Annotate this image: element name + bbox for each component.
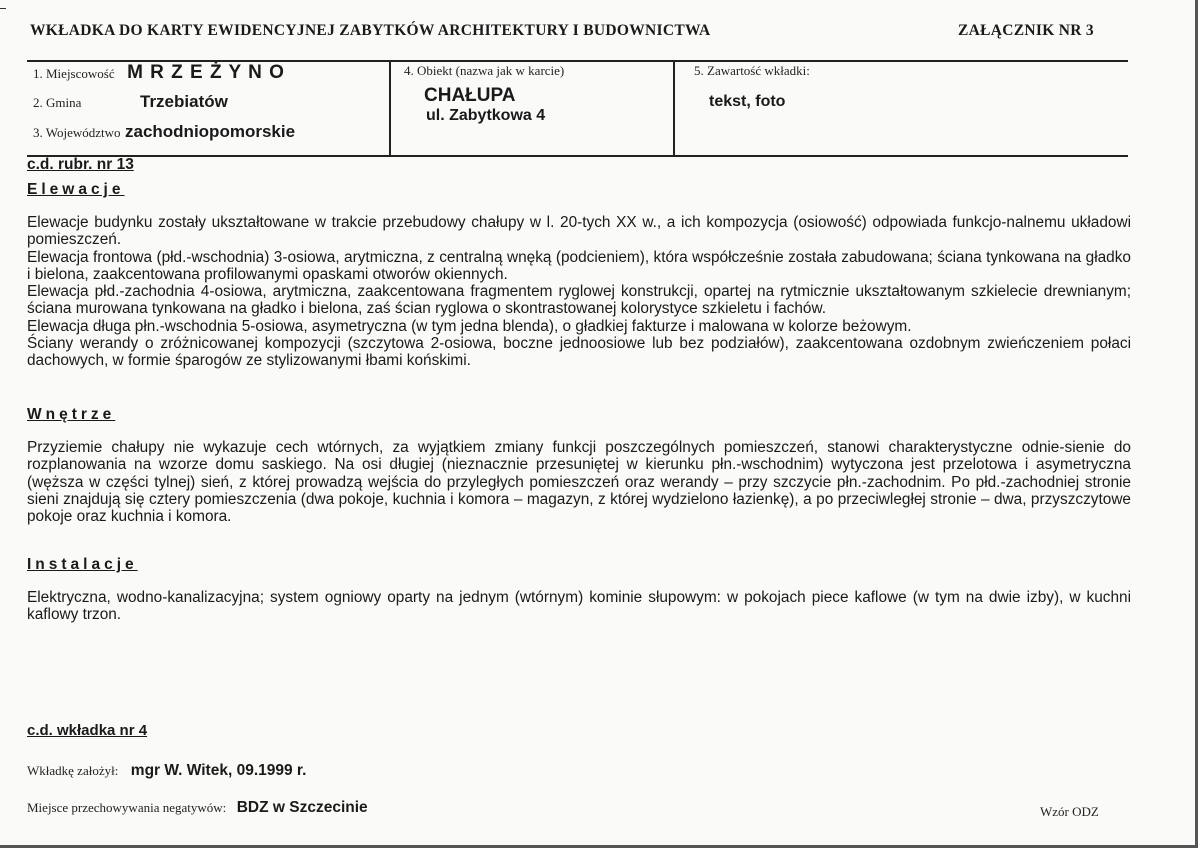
object-label: 4. Obiekt (nazwa jak w karcie)	[404, 63, 565, 78]
paragraph: Ściany werandy o zróżnicowanej kompozycji (szczytowa 2-osiowa, boczne jednoosiowe lub bez podziałów), zaakcentowana ozdobnym zwieńczeniem połaci dachowych, w formie śparogów ze stylizowanymi łbami końskimi.	[27, 335, 1131, 370]
margin-mark	[0, 8, 6, 9]
field-locality	[33, 62, 285, 84]
field-voivodeship	[33, 122, 295, 142]
paragraph: Elewacje budynku zostały ukształtowane w trakcie przebudowy chałupy w l. 20-tych XX w., a ich kompozycja (osiowość) odpowiada funkcjo-nalnemu układowi pomieszczeń.	[27, 214, 1131, 249]
commune-value: Trzebiatów	[140, 92, 228, 111]
paragraph: Elewacja frontowa (płd.-wschodnia) 3-osiowa, arytmiczna, z centralną wnęką (podcieniem), która współcześnie została zabudowana; ściana tynkowana na gładko i bielona, zaakcentowana profilowanymi opaskami otworów okiennych.	[27, 248, 1131, 283]
bottom-rule	[27, 155, 1128, 157]
box-divider	[673, 61, 675, 155]
document-title: WKŁADKA DO KARTY EWIDENCYJNEJ ZABYTKÓW ARCHITEKTURY I BUDOWNICTWA	[30, 22, 711, 39]
box-divider	[389, 61, 391, 155]
paragraph: Elewacja płd.-zachodnia 4-osiowa, arytmiczna, zaakcentowana fragmentem ryglowej konstrukcji, opartej na rytmicznie ukształtowanym szkielecie drewnianym; ściana murowana tynkowana na gładko i bielona, zaś ścian ryglowa o skontrastowanej kolorystyce szkieletu i fachów.	[27, 283, 1131, 318]
section-body-interior	[27, 439, 1131, 525]
locality-value: M R Z E Ż Y N O	[127, 62, 285, 83]
negatives-value: BDZ w Szczecinie	[236, 799, 368, 816]
paragraph: Przyziemie chałupy nie wykazuje cech wtórnych, za wyjątkiem zmiany funkcji poszczególnych pomieszczeń, stanowi charakterystyczne odnie-sienie do rozplanowania na wzorze domu saskiego. Na osi długiej (nieznacznie przesuniętej w kierunku płn.-wschodnim) wytyczona jest przelotowa i asymetryczna (węższa w części tylnej) sień, z której prowadzą wejścia do przyległych pomieszczeń oraz werandy – przy szczycie płn.-zachodnim. Po płd.-zachodniej stronie sieni znajdują się cztery pomieszczenia (dwa pokoje, kuchnia i komora – magazyn, z której wydzielono łazienkę), a po przeciwległej stronie – dwa, przyszczytowe pokoje oraz kuchnia i komora.	[27, 439, 1131, 526]
voivodeship-value: zachodniopomorskie	[125, 122, 296, 141]
content-label: 5. Zawartość wkładki:	[694, 63, 810, 78]
footer-continuation: c.d. wkładka nr 4	[27, 722, 148, 739]
section-body-elevations	[27, 214, 1131, 370]
author-label: Wkładkę założył:	[27, 763, 119, 778]
locality-label: 1. Miejscowość	[33, 66, 115, 81]
section-body-installations	[27, 589, 1131, 624]
author-value: mgr W. Witek, 09.1999 r.	[130, 762, 307, 779]
continuation-heading: c.d. rubr. nr 13	[27, 156, 134, 173]
object-name: CHAŁUPA	[424, 85, 516, 106]
template-label: Wzór ODZ	[1040, 804, 1099, 819]
content-value: tekst, foto	[709, 93, 786, 110]
field-commune	[33, 92, 228, 112]
negatives-label: Miejsce przechowywania negatywów:	[27, 800, 227, 815]
section-title-interior: Wnętrze	[27, 406, 116, 423]
commune-label: 2. Gmina	[33, 95, 82, 110]
paragraph: Elewacja długa płn.-wschodnia 5-osiowa, asymetryczna (w tym jedna blenda), o gładkiej fakturze i malowana w kolorze beżowym.	[27, 317, 912, 335]
paragraph: Elektryczna, wodno-kanalizacyjna; system ogniowy oparty na jednym (wtórnym) kominie słupowym: w pokojach piece kaflowe (w tym na dwie izby), w kuchni kaflowy trzon.	[27, 589, 1131, 624]
section-title-elevations: Elewacje	[27, 181, 125, 198]
annex-number: ZAŁĄCZNIK NR 3	[958, 22, 1094, 39]
footer-negatives	[27, 799, 368, 817]
section-title-installations: Instalacje	[27, 556, 138, 573]
footer-author	[27, 762, 306, 780]
voivodeship-label: 3. Województwo	[33, 125, 121, 140]
object-address: ul. Zabytkowa 4	[426, 107, 546, 124]
